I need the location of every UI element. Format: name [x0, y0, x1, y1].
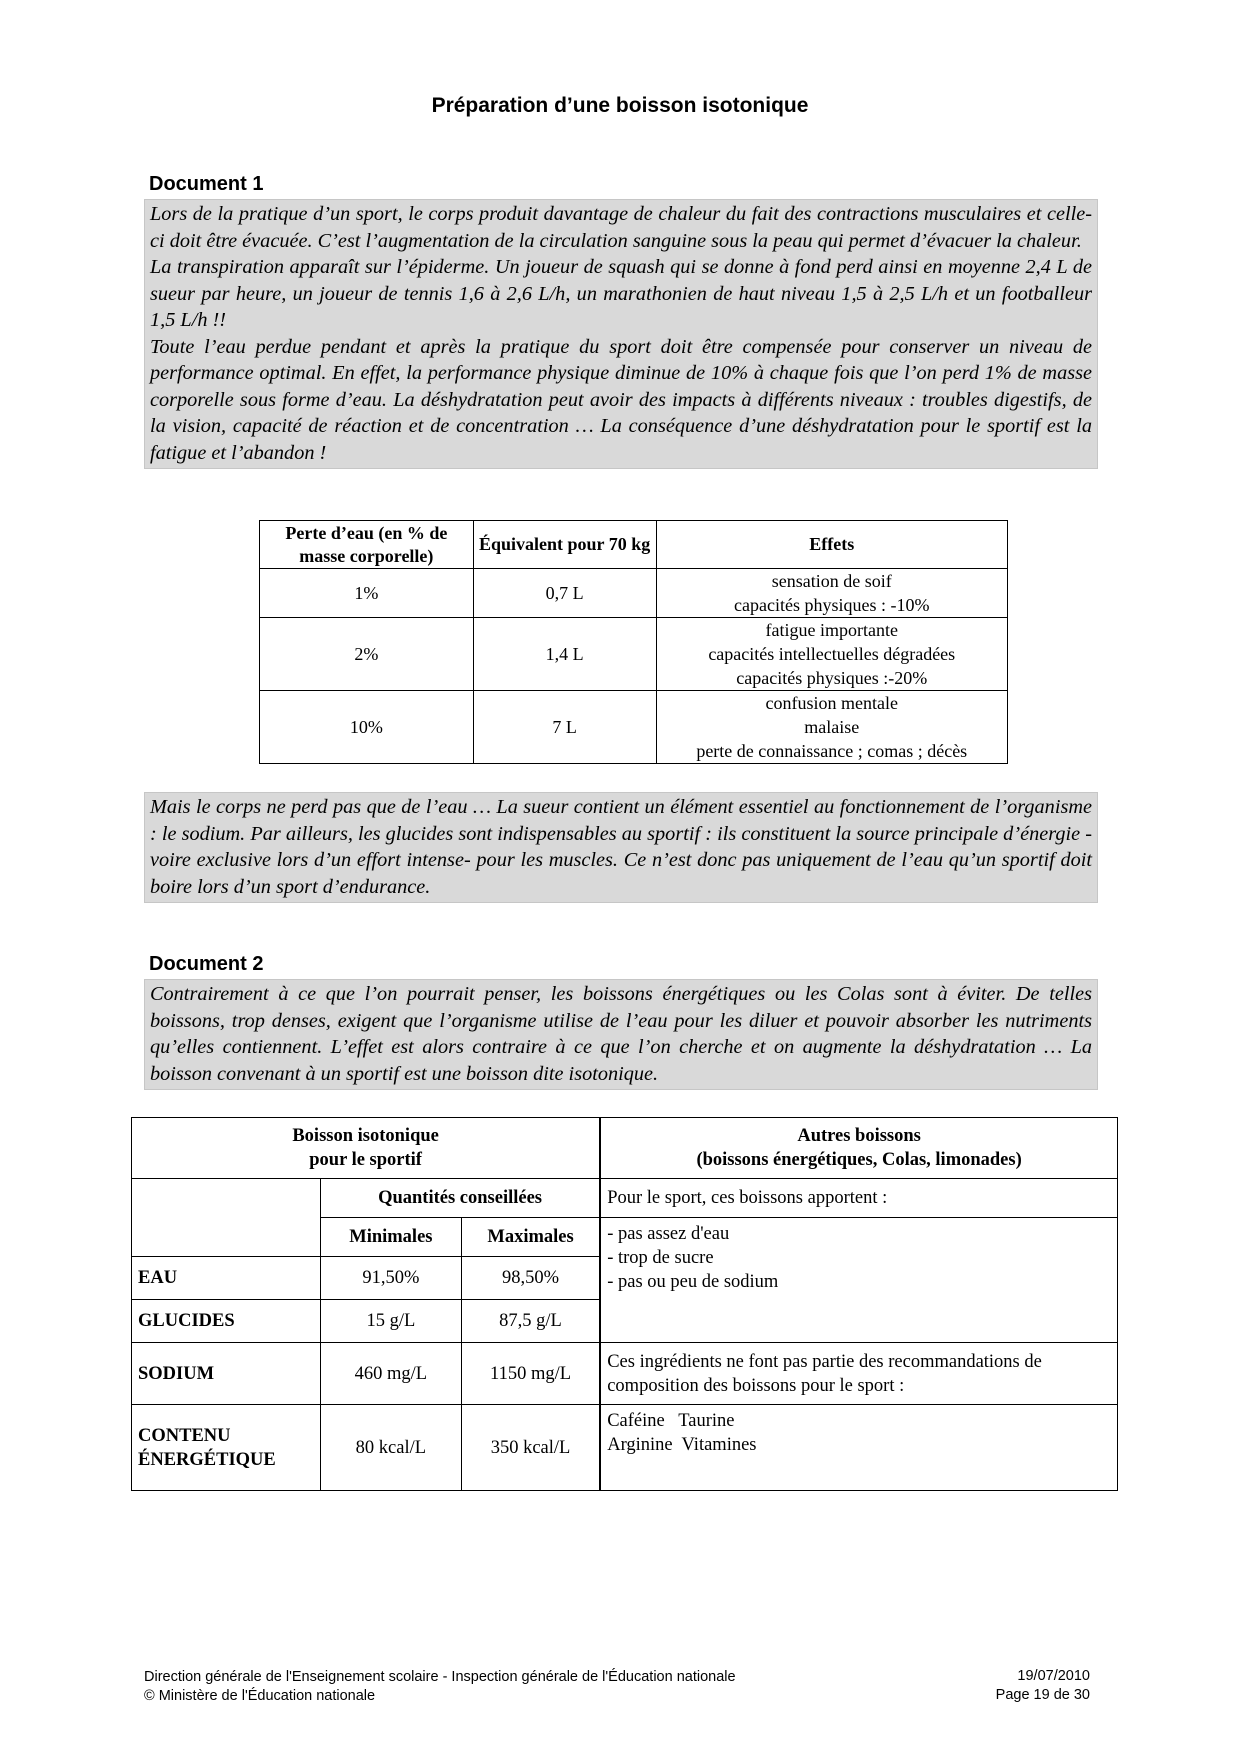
isotonic-header: [132, 1118, 601, 1179]
effect-line: capacités physiques :-20%: [736, 668, 928, 688]
ingredients-note: Ces ingrédients ne font pas partie des recommandations de composition des boissons pour le sport :: [600, 1343, 1117, 1405]
table-row: [132, 1218, 1118, 1257]
table-row: [260, 691, 1008, 764]
nutrient-label: EAU: [132, 1257, 321, 1300]
max-header: Maximales: [461, 1218, 600, 1257]
nutrient-label-line: CONTENU: [138, 1425, 231, 1446]
nutrient-label: GLUCIDES: [132, 1300, 321, 1343]
effect-line: fatigue importante: [765, 620, 898, 640]
effects-cell: [656, 691, 1007, 764]
table-row: [260, 618, 1008, 691]
ingredient-line: Arginine Vitamines: [607, 1435, 757, 1455]
table-row: [132, 1405, 1118, 1491]
footer-publisher: Direction générale de l'Enseignement scolaire - Inspection générale de l'Éducation nationale: [144, 1669, 736, 1685]
footer-date: 19/07/2010: [1017, 1668, 1090, 1684]
water-loss-table-header-row: [260, 521, 1008, 569]
effect-line: capacités intellectuelles dégradées: [708, 644, 956, 664]
loss-cell: 2%: [260, 618, 474, 691]
isotonic-header-line: Boisson isotonique: [292, 1126, 439, 1146]
nutrient-label: SODIUM: [132, 1343, 321, 1405]
document-1-text-box: [144, 199, 1098, 469]
empty-cell: [132, 1218, 321, 1257]
document-2-text-box: [144, 979, 1098, 1090]
empty-cell: [132, 1179, 321, 1218]
effect-line: confusion mentale: [765, 693, 898, 713]
drawback-line: - pas ou peu de sodium: [607, 1272, 779, 1292]
document-1-conclusion: Mais le corps ne perd pas que de l’eau … La sueur contient un élément essentiel au fonctionnement de l’organisme : le sodium. Par ailleurs, les glucides sont indispensables au sportif : ils constituent la source principale d’énergie -voire exclusive lors d’un effort intense- pour les muscles. Ce n’est donc pas uniquement de l’eau qu’un sportif doit boire lors d’un sport d’endurance.: [150, 796, 1092, 898]
document-1-paragraph: Lors de la pratique d’un sport, le corps produit davantage de chaleur du fait des contractions musculaires et celle-ci doit être évacuée. C’est l’augmentation de la circulation sanguine sous la peau qui permet d’évacuer la chaleur.: [150, 203, 1092, 252]
nutrient-label-line: ÉNERGÉTIQUE: [138, 1449, 276, 1470]
effect-line: sensation de soif: [771, 571, 892, 591]
min-value: 15 g/L: [320, 1300, 461, 1343]
document-1-paragraph: La transpiration apparaît sur l’épiderme. Un joueur de squash qui se donne à fond perd ainsi en moyenne 2,4 L de sueur par heure, un joueur de tennis 1,6 à 2,6 L/h, un marathonien de haut niveau 1,5 à 2,5 L/h et un footballeur 1,5 L/h !!: [150, 256, 1092, 331]
footer-page-number: Page 19 de 30: [995, 1687, 1090, 1703]
max-value: 87,5 g/L: [461, 1300, 600, 1343]
min-header: Minimales: [320, 1218, 461, 1257]
quantities-header: Quantités conseillées: [320, 1179, 600, 1218]
nutrient-label: [132, 1405, 321, 1491]
footer-copyright: © Ministère de l'Éducation nationale: [144, 1688, 376, 1704]
drawback-line: - pas assez d'eau: [607, 1224, 730, 1244]
other-drinks-drawbacks: [600, 1218, 1117, 1343]
equivalent-cell: 7 L: [473, 691, 656, 764]
document-2-heading: Document 2: [149, 953, 264, 975]
table-row: [260, 569, 1008, 618]
equivalent-cell: 1,4 L: [473, 618, 656, 691]
document-1-paragraph: Toute l’eau perdue pendant et après la pratique du sport doit être compensée pour conserver un niveau de performance optimal. En effet, la performance physique diminue de 10% à chaque fois que l’on perd 1% de masse corporelle sous forme d’eau. La déshydratation peut avoir des impacts à différents niveaux : troubles digestifs, de la vision, capacité de réaction et de concentration … La conséquence d’une déshydratation pour le sportif est la fatigue et l’abandon !: [150, 335, 1092, 464]
other-drinks-header-line: (boissons énergétiques, Colas, limonades): [696, 1150, 1022, 1170]
min-value: 80 kcal/L: [320, 1405, 461, 1491]
table-row: [132, 1179, 1118, 1218]
drawback-line: - trop de sucre: [607, 1248, 714, 1268]
other-drinks-intro: Pour le sport, ces boissons apportent :: [600, 1179, 1117, 1218]
effects-cell: [656, 618, 1007, 691]
equivalent-cell: 0,7 L: [473, 569, 656, 618]
isotonic-header-line: pour le sportif: [309, 1150, 422, 1170]
effects-cell: [656, 569, 1007, 618]
min-value: 91,50%: [320, 1257, 461, 1300]
table-row: [132, 1343, 1118, 1405]
document-1-heading: Document 1: [149, 173, 264, 195]
effect-line: capacités physiques : -10%: [734, 595, 930, 615]
min-value: 460 mg/L: [320, 1343, 461, 1405]
page-title: Préparation d’une boisson isotonique: [431, 94, 809, 117]
effect-line: perte de connaissance ; comas ; décès: [696, 741, 968, 761]
ingredient-line: Caféine Taurine: [607, 1411, 735, 1431]
other-drinks-header: [600, 1118, 1117, 1179]
header-effects: Effets: [656, 521, 1007, 569]
drink-table-header-row: [132, 1118, 1118, 1179]
drink-comparison-table: [131, 1117, 1118, 1491]
water-loss-table: [259, 520, 1008, 764]
other-drinks-header-line: Autres boissons: [797, 1126, 921, 1146]
document-2-paragraph: Contrairement à ce que l’on pourrait penser, les boissons énergétiques ou les Colas sont à éviter. De telles boissons, trop denses, exigent que l’organisme utilise de l’eau pour les diluer et pouvoir absorber les nutriments qu’elles contiennent. L’effet est alors contraire à ce que l’on cherche et on augmente la déshydratation … La boisson convenant à un sportif est une boisson dite isotonique.: [150, 983, 1092, 1085]
document-1-conclusion-box: [144, 792, 1098, 903]
footer-left: [144, 1668, 736, 1706]
max-value: 98,50%: [461, 1257, 600, 1300]
footer-right: [960, 1667, 1090, 1705]
ingredients-list: [600, 1405, 1117, 1491]
loss-cell: 10%: [260, 691, 474, 764]
loss-cell: 1%: [260, 569, 474, 618]
max-value: 350 kcal/L: [461, 1405, 600, 1491]
max-value: 1150 mg/L: [461, 1343, 600, 1405]
header-equivalent: Équivalent pour 70 kg: [473, 521, 656, 569]
effect-line: malaise: [804, 717, 860, 737]
header-water-loss: Perte d’eau (en % de masse corporelle): [260, 521, 474, 569]
